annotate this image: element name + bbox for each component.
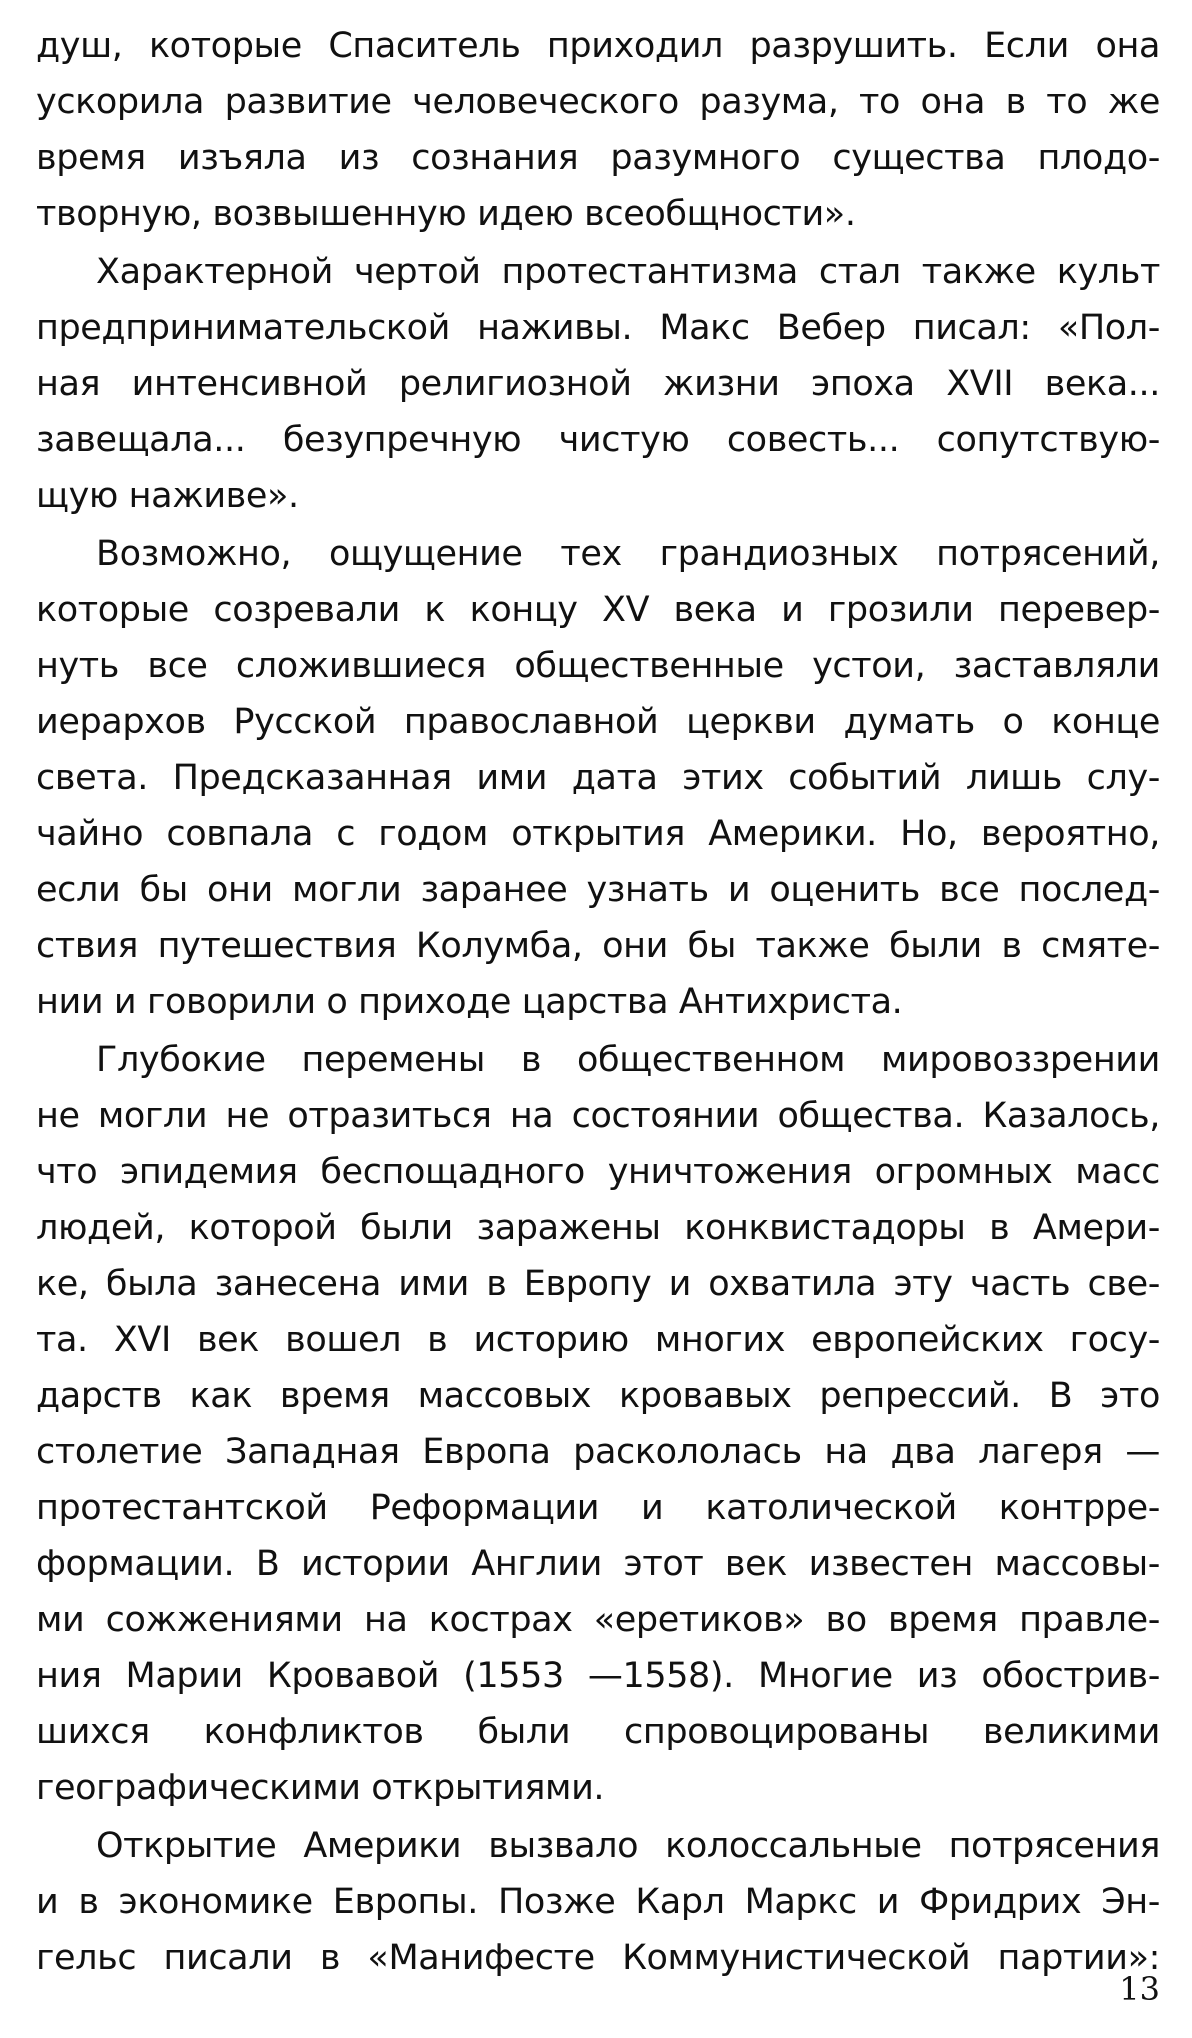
text-line: ствия путешествия Колумба, они бы также были в смяте-	[36, 926, 1160, 966]
text-line: душ, которые Спаситель приходил разрушить. Если она	[36, 26, 1160, 66]
text-line: людей, которой были заражены конквистадоры в Амери-	[36, 1208, 1160, 1248]
text-line: которые созревали к концу XV века и грозили перевер-	[36, 590, 1160, 630]
text-line: ная интенсивной религиозной жизни эпоха XVII века...	[36, 364, 1160, 404]
book-page	[36, 18, 1160, 2018]
text-line: что эпидемия беспощадного уничтожения огромных масс	[36, 1152, 1160, 1192]
text-line: время изъяла из сознания разумного существа плодо-	[36, 138, 1160, 178]
page-number: 13	[1119, 1970, 1160, 2008]
text-line: дарств как время массовых кровавых репрессий. В это	[36, 1376, 1160, 1416]
text-line: та. XVI век вошел в историю многих европейских госу-	[36, 1320, 1160, 1360]
text-line: творную, возвышенную идею всеобщности».	[36, 194, 856, 234]
text-line: ке, была занесена ими в Европу и охватила эту часть све-	[36, 1264, 1160, 1304]
text-line: ния Марии Кровавой (1553 —1558). Многие из обострив-	[36, 1656, 1160, 1696]
paragraph-first-line: Открытие Америки вызвало колоссальные потрясения	[96, 1826, 1160, 1866]
text-line: и в экономике Европы. Позже Карл Маркс и Фридрих Эн-	[36, 1882, 1160, 1922]
text-line: света. Предсказанная ими дата этих событий лишь слу-	[36, 758, 1160, 798]
text-line: ускорила развитие человеческого разума, то она в то же	[36, 82, 1160, 122]
text-line: формации. В истории Англии этот век известен массовы-	[36, 1544, 1160, 1584]
text-line: завещала... безупречную чистую совесть... сопутствую-	[36, 420, 1160, 460]
text-line: географическими открытиями.	[36, 1768, 605, 1808]
paragraph-first-line: Глубокие перемены в общественном мировоззрении	[96, 1040, 1160, 1080]
text-line: если бы они могли заранее узнать и оценить все послед-	[36, 870, 1160, 910]
text-line: иерархов Русской православной церкви думать о конце	[36, 702, 1160, 742]
text-line: нии и говорили о приходе царства Антихриста.	[36, 982, 903, 1022]
text-line: протестантской Реформации и католической контрре-	[36, 1488, 1160, 1528]
text-line: нуть все сложившиеся общественные устои, заставляли	[36, 646, 1160, 686]
text-line: предпринимательской наживы. Макс Вебер писал: «Пол-	[36, 308, 1160, 348]
text-line: щую наживе».	[36, 476, 299, 516]
text-line: шихся конфликтов были спровоцированы великими	[36, 1712, 1160, 1752]
paragraph-first-line: Возможно, ощущение тех грандиозных потрясений,	[96, 534, 1160, 574]
text-line: не могли не отразиться на состоянии общества. Казалось,	[36, 1096, 1160, 1136]
text-line: чайно совпала с годом открытия Америки. Но, вероятно,	[36, 814, 1160, 854]
text-line: столетие Западная Европа раскололась на два лагеря —	[36, 1432, 1160, 1472]
text-line: ми сожжениями на кострах «еретиков» во время правле-	[36, 1600, 1160, 1640]
text-line: гельс писали в «Манифесте Коммунистической партии»:	[36, 1938, 1160, 1978]
paragraph-first-line: Характерной чертой протестантизма стал также культ	[96, 252, 1160, 292]
